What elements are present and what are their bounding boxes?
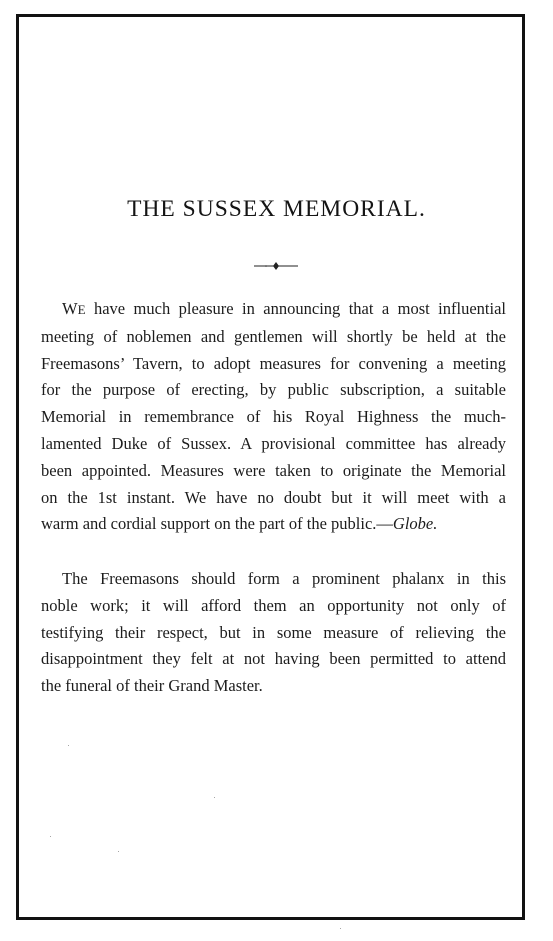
line-text: have much pleasure in announcing that a most influential [85,299,506,318]
paragraph-line: on the 1st instant. We have no doubt but it will meet with a [41,487,506,507]
paragraph-line: lamented Duke of Sussex. A provisional committee has already [41,433,506,453]
paper-speck [68,745,69,746]
paper-speck [340,928,341,929]
paragraph-line: disappointment they felt at not having been permitted to attend [41,649,506,669]
paper-speck [50,836,51,837]
paragraph-line: The Freemasons should form a prominent phalanx in this [62,569,506,588]
initial-letter: W [62,299,78,318]
paper-speck [214,797,215,798]
article-paragraph-2 [41,566,506,700]
paragraph-line: meeting of noblemen and gentlemen will shortly be held at the [41,326,506,346]
drop-word [62,299,86,318]
article-title: THE SUSSEX MEMORIAL. [127,196,426,222]
paragraph-line: for the purpose of erecting, by public subscription, a suitable [41,380,506,400]
source-citation: Globe. [392,514,438,534]
article-paragraph-1 [41,296,506,538]
line-text: warm and cordial support on the part of the public.— [41,514,393,534]
paragraph-line: been appointed. Measures were taken to originate the Memorial [41,460,506,480]
paragraph-line: testifying their respect, but in some measure of relieving the [41,622,506,642]
initial-small-caps: E [77,302,86,317]
paragraph-line: noble work; it will afford them an opportunity not only of [41,595,506,615]
paragraph-line [41,511,506,538]
paragraph-line [41,296,506,324]
paragraph-line: Memorial in remembrance of his Royal Highness the much- [41,407,506,427]
paragraph-line: the funeral of their Grand Master. [41,676,263,696]
paper-speck [118,851,119,852]
decorative-rule-ornament [252,261,300,271]
paragraph-line: Freemasons’ Tavern, to adopt measures for convening a meeting [41,353,506,373]
